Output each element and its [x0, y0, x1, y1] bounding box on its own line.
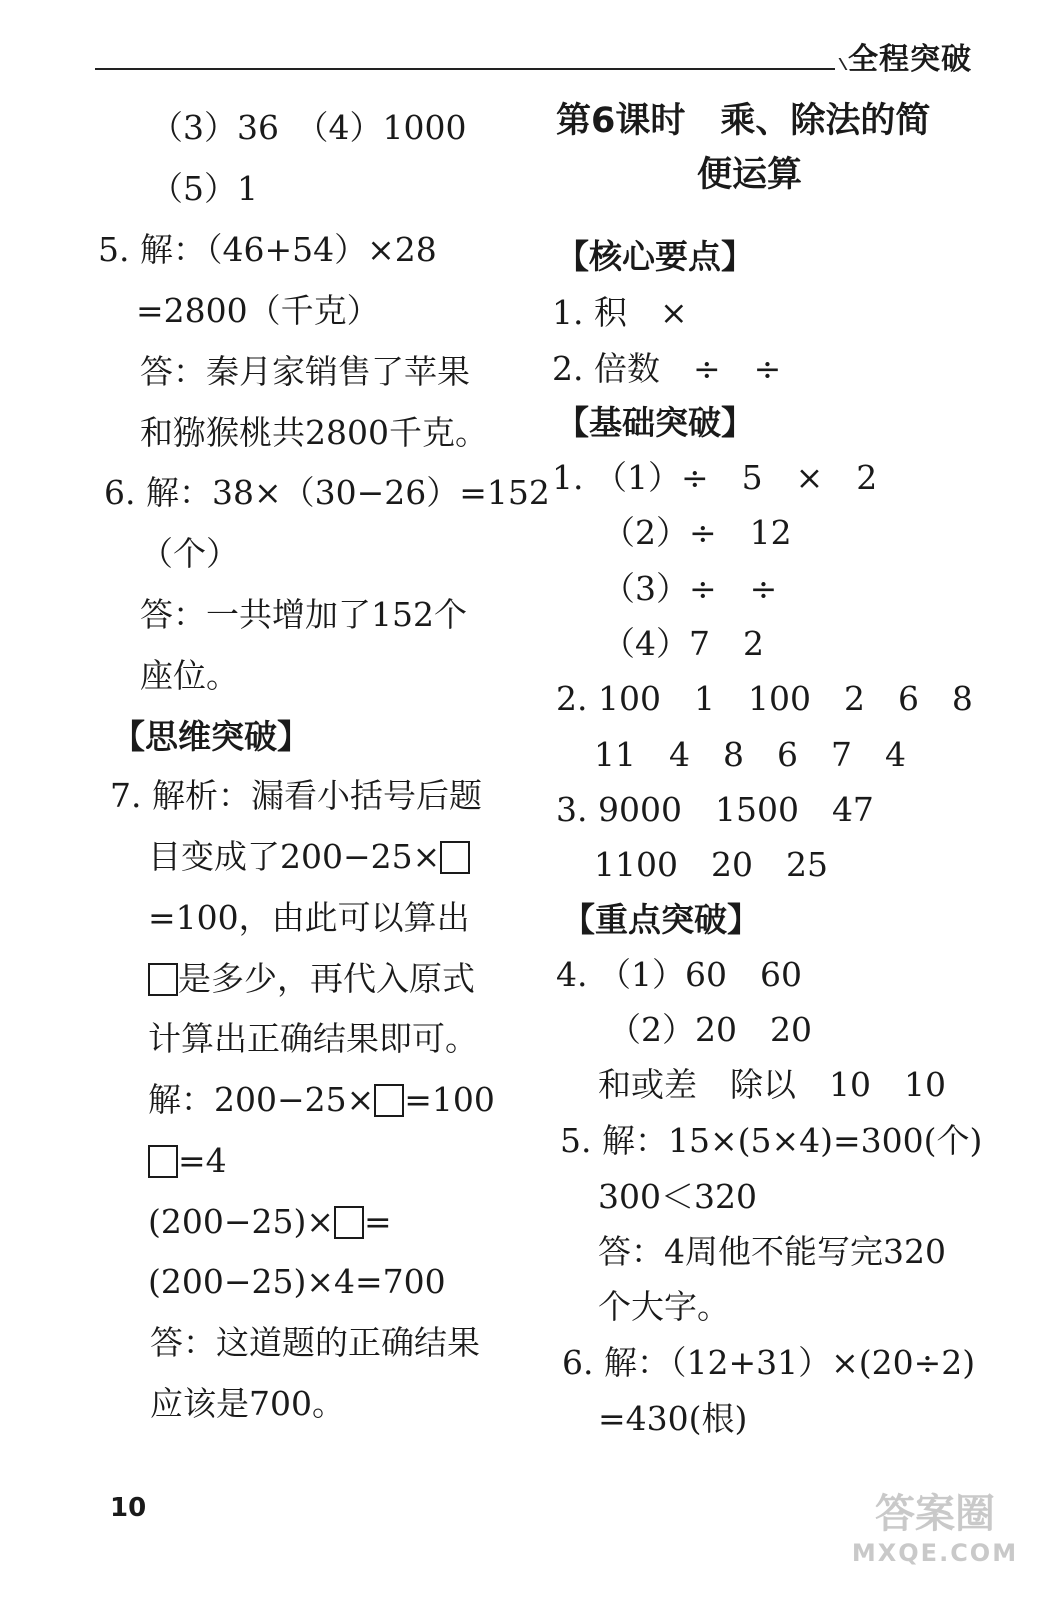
blank-box [148, 963, 178, 996]
q5-line-1: 5. 解：（46+54）×28 [98, 230, 437, 269]
blank-box [148, 1145, 178, 1178]
section-heading-core: 【核心要点】 [556, 237, 754, 276]
core-line-2: 2. 倍数 ÷ ÷ [552, 349, 782, 388]
page-number: 10 [110, 1493, 147, 1523]
key-line-3: 和或差 除以 10 10 [598, 1065, 946, 1104]
blank-box [440, 841, 470, 874]
watermark-url: MXQE.COM [851, 1539, 1019, 1567]
key-line-7: 个大字。 [598, 1287, 730, 1326]
lesson-title-line-1: 第6课时 乘、除法的简 [556, 101, 931, 141]
key-line-8: 6. 解：（12+31）×(20÷2) [562, 1343, 976, 1382]
key-line-1: 4. （1）60 60 [556, 955, 802, 994]
blank-box [374, 1084, 404, 1117]
answer-line: （3）36 （4）1000 [150, 108, 467, 147]
key-line-9: =430(根) [598, 1399, 748, 1438]
core-line-1: 1. 积 × [552, 293, 688, 332]
basic-line-2: （2）÷ 12 [602, 513, 792, 552]
q7-line-1: 7. 解析：漏看小括号后题 [110, 776, 482, 815]
q7-line-7: =4 [148, 1144, 227, 1178]
series-title: 全程突破 [848, 42, 972, 77]
q7-line-4: 是多少，再代入原式 [148, 962, 475, 996]
key-line-5: 300＜320 [598, 1177, 757, 1216]
basic-line-4: （4）7 2 [602, 624, 764, 663]
basic-line-6: 11 4 8 6 7 4 [594, 735, 906, 774]
basic-line-1: 1. （1）÷ 5 × 2 [552, 458, 878, 497]
q7-line-3: =100，由此可以算出 [148, 898, 470, 937]
key-line-2: （2）20 20 [608, 1010, 812, 1049]
watermark-logo-text: 答案圈 [875, 1491, 995, 1537]
header-rule [95, 68, 835, 70]
section-heading-thinking: 【思维突破】 [112, 717, 310, 756]
q7-line-8: (200−25)× = [148, 1202, 392, 1241]
basic-line-5: 2. 100 1 100 2 6 8 [556, 679, 973, 718]
q6-line-1: 6. 解：38×（30−26）=152 [104, 473, 550, 512]
q6-line-2: （个） [140, 534, 239, 573]
q5-line-4: 和猕猴桃共2800千克。 [140, 413, 488, 452]
answer-line: （5）1 [150, 169, 258, 208]
q5-line-3: 答：秦月家销售了苹果 [140, 352, 470, 391]
q7-line-9: (200−25)×4=700 [148, 1262, 446, 1301]
q7-line-11: 应该是700。 [150, 1384, 345, 1423]
section-heading-basic: 【基础突破】 [556, 403, 754, 442]
q6-line-4: 座位。 [140, 656, 239, 695]
q6-line-3: 答：一共增加了152个 [140, 595, 467, 634]
lesson-title-line-2: 便运算 [697, 155, 803, 195]
blank-box [334, 1206, 364, 1239]
basic-line-8: 1100 20 25 [594, 845, 828, 884]
site-watermark [850, 1490, 1020, 1580]
q5-line-2: =2800（千克） [136, 291, 380, 330]
q7-line-6: 解：200−25× =100 [148, 1080, 495, 1119]
section-heading-key: 【重点突破】 [562, 900, 760, 939]
key-line-4: 5. 解：15×(5×4)=300(个) [560, 1121, 983, 1160]
basic-line-3: （3）÷ ÷ [602, 569, 778, 608]
q7-line-5: 计算出正确结果即可。 [148, 1019, 478, 1058]
key-line-6: 答：4周他不能写完320 [598, 1232, 946, 1271]
basic-line-7: 3. 9000 1500 47 [556, 790, 874, 829]
q7-line-10: 答：这道题的正确结果 [150, 1323, 480, 1362]
q7-line-2: 目变成了200−25× [148, 840, 470, 874]
